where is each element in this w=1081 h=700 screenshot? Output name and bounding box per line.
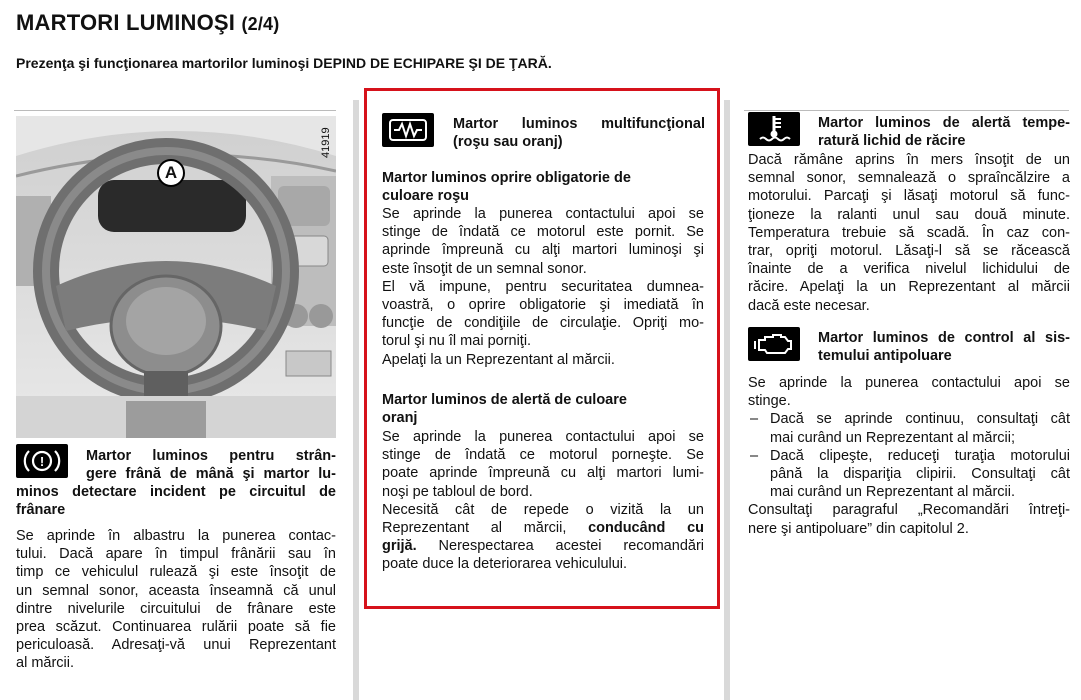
engine-check-icon [748,327,800,361]
multifunction-heading [453,115,705,151]
column-divider-right [724,100,730,700]
parking-brake-heading [86,447,336,483]
page-title [16,10,279,36]
body-line: este însoţit de un semnal sonor. [382,260,587,277]
top-rule-left [14,110,336,111]
body-line: torul şi nu îl mai porniţi. [382,333,532,350]
parking-brake-body [16,527,336,673]
body-line: Se aprinde la punerea contactului apoi se [382,429,704,445]
body-line [382,537,704,555]
body-text: Nerespectarea acestei recomandări [416,538,704,555]
body-line: stinge. [748,393,791,410]
antipollution-list [748,410,1070,501]
heading-line: temului antipoluare [818,348,952,364]
body-line: Necesită cât de repede o vizită la un [382,501,704,518]
top-rule-right [744,110,1069,111]
body-line: – Dacă clipeşte, reduceţi turaţia motorului [770,447,1070,464]
multifunction-warning-icon [382,113,434,147]
body-line: poate aprinde împreună cu alţi martori lumi- [382,465,704,482]
column-divider-left [353,100,359,700]
body-line: ţioneze la ralanti unul sau două minute. [748,206,1070,223]
heading-line: minos detectare incident pe circuitul de [16,484,336,500]
body-line: Temperatura trebuie să scadă. În caz con- [748,224,1070,241]
body-line: aprinde împreună cu alţi martori luminoşi şi [382,242,704,259]
body-line: stinge de îndată ce motorul porneşte. Se [382,447,704,464]
heading-line: Martor luminos de control al sis- [818,330,1070,346]
title-text: MARTORI LUMINOŞI [16,10,236,35]
heading-line: ratură lichid de răcire [818,133,966,149]
parking-brake-icon [16,444,68,478]
heading-line: frânare [16,502,66,518]
body-line: dintre nivelurile circuitului de frânare este [16,600,336,617]
body-line: mai curând un Reprezentant al mărcii; [770,429,1016,446]
list-item [748,447,1070,502]
body-line: timp ce vehiculul rulează şi este însoţit de [16,564,336,581]
red-stop-body [382,205,704,369]
body-line [382,519,704,537]
figure-reference-number: 41919 [320,127,332,158]
coolant-body [748,151,1070,315]
heading-line: culoare roşu [382,188,470,204]
body-line: semnal sonor, semnalează o spraîncălzire a [748,170,1070,187]
antipollution-heading [818,329,1070,365]
coolant-temperature-icon [748,112,800,146]
red-stop-heading [382,169,704,205]
body-line: funcţie de condiţiile de circulaţie. Opriţi mo- [382,315,704,332]
body-line: motorului. Parcaţi şi lăsaţi motorul să func- [748,188,1070,205]
heading-line: Martor luminos de alertă de culoare [382,392,627,408]
body-line: Se aprinde în albastru la punerea contac- [16,528,336,544]
heading-line: Martor luminos multifuncţional [453,116,705,132]
list-item [748,410,1070,446]
body-line: – Dacă se aprinde continuu, consultaţi cât [770,411,1070,428]
body-line: Se aprinde la punerea contactului apoi se [748,375,1070,391]
body-line: voastră, o oprire obligatorie şi imediată în [382,297,704,314]
emphasis-text: grijă. [382,538,417,555]
body-line: noşi pe tabloul de bord. [382,483,533,500]
body-text: Reprezentant al mărcii, [382,520,589,537]
body-line: înainte de a verifica nivelul lichidului de [748,261,1070,278]
body-line: nere şi antipoluare” din capitolul 2. [748,520,969,537]
body-line: poate duce la deteriorarea vehiculului. [382,556,628,573]
emphasis-text: conducând cu [588,520,704,537]
body-line: Dacă rămâne aprins în mers însoţit de un [748,152,1070,168]
body-line: Consultaţi paragraful „Recomandări întreţi- [748,502,1070,519]
body-line: un semnal sonor, aceasta înseamnă că unul [16,582,336,599]
page-subtitle: Prezenţa şi funcţionarea martorilor luminoşi DEPIND DE ECHIPARE ŞI DE ŢARĂ. [16,55,552,71]
body-line: El vă impune, pentru securitatea dumnea- [382,278,704,295]
body-line: mai curând un Reprezentant al mărcii. [770,484,1016,501]
body-line: stinge de îndată ce motorul este pornit. Se [382,224,704,241]
orange-alert-body [382,428,704,574]
body-line: Apelaţi la un Reprezentant al mărcii. [382,351,615,368]
body-line: până la dispariţia clipirii. Consultaţi cât [770,466,1070,483]
body-line: Se aprinde la punerea contactului apoi se [382,206,704,222]
svg-text:!: ! [39,454,45,469]
body-line: al mărcii. [16,655,75,672]
body-line: dacă este necesar. [748,297,870,314]
coolant-heading [818,114,1070,150]
body-line: trar, opriţi motorul. Lăsaţi-l să se răcească [748,243,1070,260]
heading-line: Martor luminos de alertă tempe- [818,115,1070,131]
orange-alert-heading [382,391,704,427]
body-line: răcire. Apelaţi la un Reprezentant al mărcii [748,279,1070,296]
page-counter: (2/4) [241,14,280,34]
body-line: tului. Dacă apare în timpul frânării sau în [16,546,336,563]
heading-line: Martor luminos oprire obligatorie de [382,170,631,186]
dashboard-illustration [16,116,336,438]
heading-line: Martor luminos pentru strân- [86,448,336,464]
body-line: periculoasă. Adresaţi-vă unui Reprezentant [16,637,336,654]
figure-callout-a: A [157,159,185,187]
heading-line: (roşu sau oranj) [453,134,563,150]
heading-line: gere frână de mână şi martor lu- [86,466,336,482]
body-line: prea scăzut. Continuarea rulării poate să fie [16,619,336,636]
heading-line: oranj [382,410,418,426]
antipollution-body [748,374,1070,538]
parking-brake-heading-cont [16,483,336,519]
